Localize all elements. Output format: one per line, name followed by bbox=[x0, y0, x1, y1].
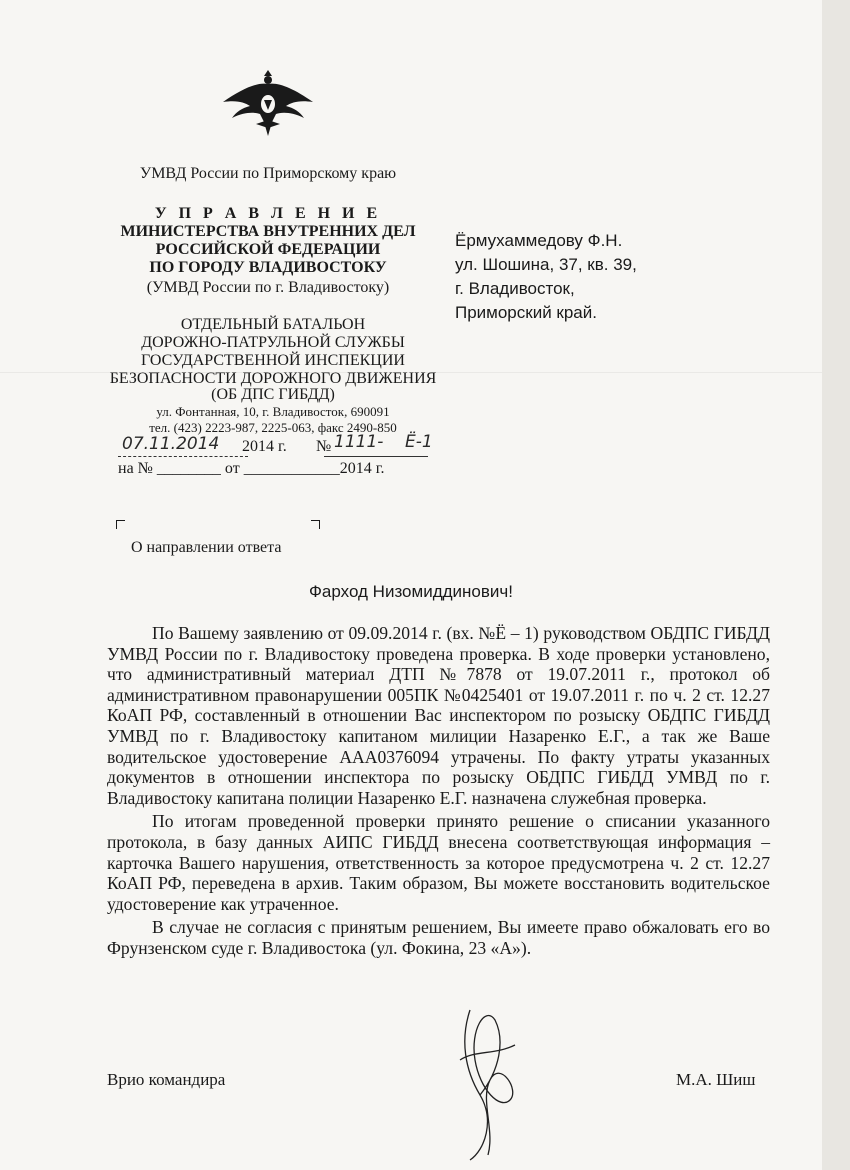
recipient-street: ул. Шошина, 37, кв. 39, bbox=[455, 255, 637, 274]
greeting: Фарход Низомиддинович! bbox=[309, 582, 513, 601]
letter-body bbox=[107, 623, 770, 962]
number-handwritten: 1111- Ё-1 bbox=[334, 432, 433, 452]
org-line-3: ПО ГОРОДУ ВЛАДИВОСТОКУ bbox=[149, 259, 387, 276]
org-short: (УМВД России по г. Владивостоку) bbox=[146, 279, 390, 296]
unit-address: ул. Фонтанная, 10, г. Владивосток, 690091 bbox=[156, 404, 390, 419]
unit-phones: тел. (423) 2223-987, 2225-063, факс 2490-850 bbox=[149, 420, 397, 435]
paragraph: По Вашему заявлению от 09.09.2014 г. (вх. №Ё – 1) руководством ОБДПС ГИБДД УМВД России по г. Владивостоку проведена проверка. В ходе проверки установлено, что административный материал ДТП №7878 от 19.07.2011 г., протокол об административном правонарушении 005ПК №0425401 от 19.07.2011 г. по ч. 2 ст. 12.27 КоАП РФ, составленный в отношении Вас инспектором по розыску ОБДПС ГИБДД УМВД по г. Владивостоку капитаном милиции Назаренко Е.Г., а так же Ваше водительское удостоверение ААА0376094 утрачены. По факту утраты указанных документов в отношении инспектора по розыску ОБДПС ГИБДД УМВД по г. Владивостоку капитана полиции Назаренко Е.Г. назначена служебная проверка. bbox=[107, 623, 770, 808]
signatory-position: Врио командира bbox=[107, 1070, 226, 1089]
org-title: У П Р А В Л Е Н И Е bbox=[154, 205, 382, 222]
recipient-city: г. Владивосток, bbox=[455, 279, 575, 298]
eagle-emblem-icon bbox=[218, 62, 318, 142]
region-line: УМВД России по Приморскому краю bbox=[139, 165, 397, 182]
number-label: № bbox=[316, 438, 332, 455]
signatory-name: М.А. Шиш bbox=[676, 1070, 756, 1089]
unit-line-1: ОТДЕЛЬНЫЙ БАТАЛЬОН bbox=[180, 316, 366, 333]
recipient-name: Ёрмухаммедову Ф.Н. bbox=[455, 231, 623, 250]
unit-line-3: ГОСУДАРСТВЕННОЙ ИНСПЕКЦИИ bbox=[141, 352, 405, 369]
date-handwritten: 07.11.2014 bbox=[122, 434, 220, 454]
org-line-2: РОССИЙСКОЙ ФЕДЕРАЦИИ bbox=[155, 241, 381, 258]
subject-bracket-left bbox=[116, 520, 125, 529]
paragraph: По итогам проведенной проверки принято решение о списании указанного протокола, в базу данных АИПС ГИБДД внесена соответствующая информация – карточка Вашего нарушения, ответственность за которое предусмотрена ч. 2 ст. 12.27 КоАП РФ, переведена в архив. Таким образом, Вы можете восстановить водительское удостоверение как утраченное. bbox=[107, 811, 770, 914]
subject-line: О направлении ответа bbox=[131, 539, 282, 556]
recipient-block bbox=[455, 229, 637, 325]
unit-short: (ОБ ДПС ГИБДД) bbox=[211, 386, 335, 403]
unit-line-2: ДОРОЖНО-ПАТРУЛЬНОЙ СЛУЖБЫ bbox=[141, 334, 405, 351]
unit-line-4: БЕЗОПАСНОСТИ ДОРОЖНОГО ДВИЖЕНИЯ bbox=[109, 370, 437, 387]
date-year: 2014 г. bbox=[242, 438, 287, 455]
paragraph: В случае не согласия с принятым решением, Вы имеете право обжаловать его во Фрунзенском суде г. Владивостока (ул. Фокина, 23 «А»). bbox=[107, 917, 770, 958]
org-line-1: МИНИСТЕРСТВА ВНУТРЕННИХ ДЕЛ bbox=[120, 223, 416, 240]
handwritten-signature-icon bbox=[440, 1000, 530, 1165]
subject-bracket-right bbox=[311, 520, 320, 529]
number-field bbox=[324, 432, 433, 457]
reference-line: на № ________ от ____________2014 г. bbox=[118, 460, 385, 477]
recipient-region: Приморский край. bbox=[455, 303, 597, 322]
date-field bbox=[118, 436, 248, 457]
